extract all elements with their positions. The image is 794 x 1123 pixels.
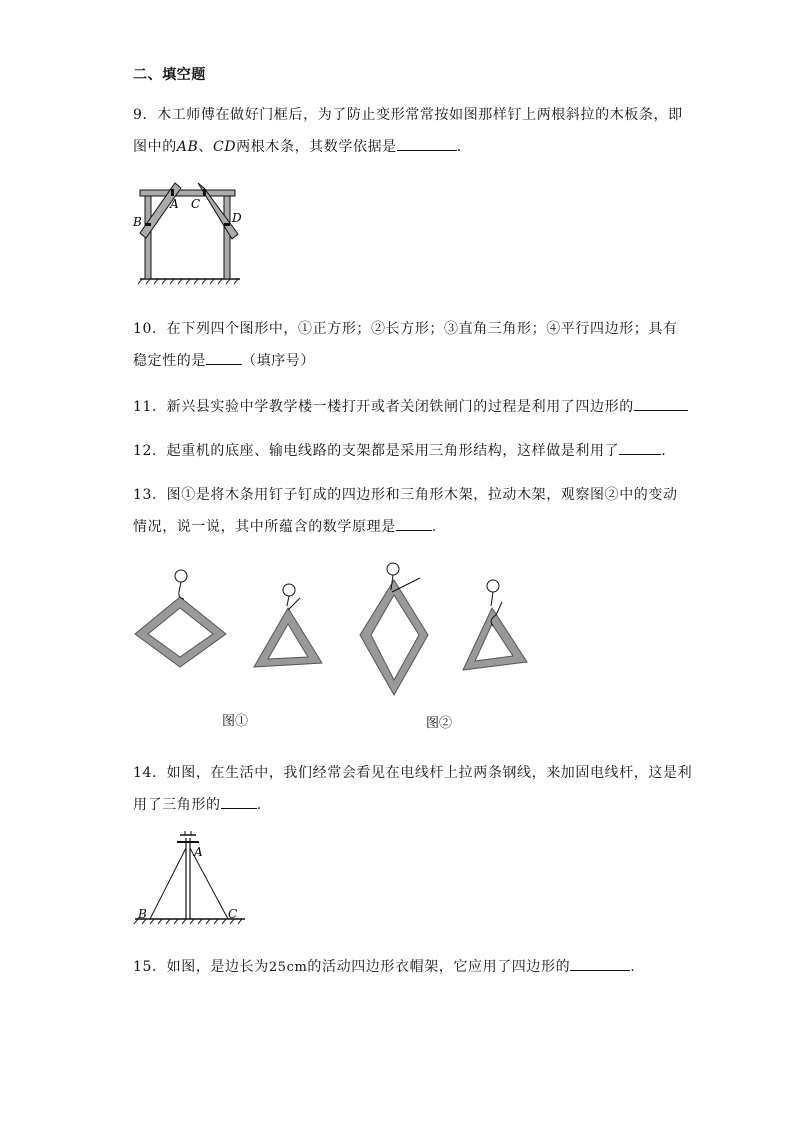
nail-b [145, 223, 151, 226]
q9-line1: 9．木工师傅在做好门框后，为了防止变形常常按如图那样钉上两根斜拉的木板条，即 [133, 107, 683, 123]
top-bar [140, 190, 235, 196]
nail-a [171, 189, 174, 196]
q11-answer-blank[interactable] [634, 396, 688, 411]
q13-line1: 13．图①是将木条用钉子钉成的四边形和三角形木架，拉动木架，观察图②中的变动 [133, 487, 678, 503]
q14-end: . [256, 797, 262, 813]
label-c: C [228, 907, 238, 921]
q9-end: . [456, 139, 462, 155]
label-b: B [138, 907, 147, 921]
q9-ab: AB [176, 139, 199, 155]
q14-text: 用了三角形的 [133, 797, 221, 813]
q12-answer-blank[interactable] [619, 440, 661, 455]
q9-text-b: 两根木条，其数学依据是 [236, 139, 397, 155]
section-title: 二、填空题 [133, 67, 206, 83]
q13-text: 情况，说一说，其中所蕴含的数学原理是 [133, 519, 396, 535]
q9-cd: CD [213, 139, 237, 155]
q13-end: . [431, 519, 437, 535]
q15-text-b: 的活动四边形衣帽架，它应用了四边形的 [307, 959, 571, 975]
door-frame-figure [130, 178, 250, 286]
q13-answer-blank[interactable] [396, 516, 432, 531]
q9-answer-blank[interactable] [397, 136, 457, 151]
q10-line2 [133, 350, 315, 370]
label-b: B [133, 215, 142, 229]
wooden-frames-figure [130, 560, 540, 705]
q15-end: . [630, 959, 636, 975]
hook-ring [387, 563, 399, 575]
q9-text-a: 图中的 [133, 139, 177, 155]
square-frame [135, 570, 226, 667]
q9-sep: 、 [198, 139, 214, 155]
caption-fig1: 图① [222, 714, 249, 729]
q12-line [133, 440, 666, 460]
hook-ring [487, 580, 499, 592]
rhombus-frame [360, 563, 428, 695]
nail-d [224, 223, 230, 226]
q15-line [133, 956, 635, 976]
q10-line1: 10．在下列四个图形中，①正方形；②长方形；③直角三角形；④平行四边形；具有 [133, 321, 678, 337]
label-a: A [170, 197, 179, 211]
q12-text: 12．起重机的底座、输电线路的支架都是采用三角形结构，这样做是利用了 [133, 443, 620, 459]
q10-text-a: 稳定性的是 [133, 353, 206, 369]
right-post [224, 192, 230, 279]
triangle-frame-2 [463, 580, 527, 670]
guy-wire-b [150, 848, 186, 919]
q15-answer-blank[interactable] [570, 956, 630, 971]
q15-text-a: 15．如图，是边长为 [133, 959, 269, 975]
q13-line2 [133, 516, 437, 536]
q11-line [133, 396, 688, 416]
hook-ring [283, 584, 295, 596]
q11-text: 11．新兴县实验中学教学楼一楼打开或者关闭铁闸门的过程是利用了四边形的 [133, 399, 634, 415]
q14-line1: 14．如图，在生活中，我们经常会看见在电线杆上拉两条钢线，来加固电线杆，这是利 [133, 765, 693, 781]
triangle-frame-1 [254, 584, 322, 667]
q12-end: . [661, 443, 667, 459]
nail-c [203, 189, 206, 196]
q14-line2 [133, 794, 262, 814]
power-pole-figure [130, 826, 250, 928]
hook-ring [175, 570, 187, 582]
label-c: C [191, 197, 201, 211]
label-a: A [194, 845, 203, 859]
q15-value: 25cm [268, 960, 308, 975]
q9-line2 [133, 136, 462, 156]
q14-answer-blank[interactable] [221, 794, 257, 809]
q10-answer-blank[interactable] [206, 350, 242, 365]
label-d: D [232, 211, 242, 225]
caption-fig2: 图② [426, 716, 453, 731]
q10-text-b: （填序号） [242, 353, 315, 369]
